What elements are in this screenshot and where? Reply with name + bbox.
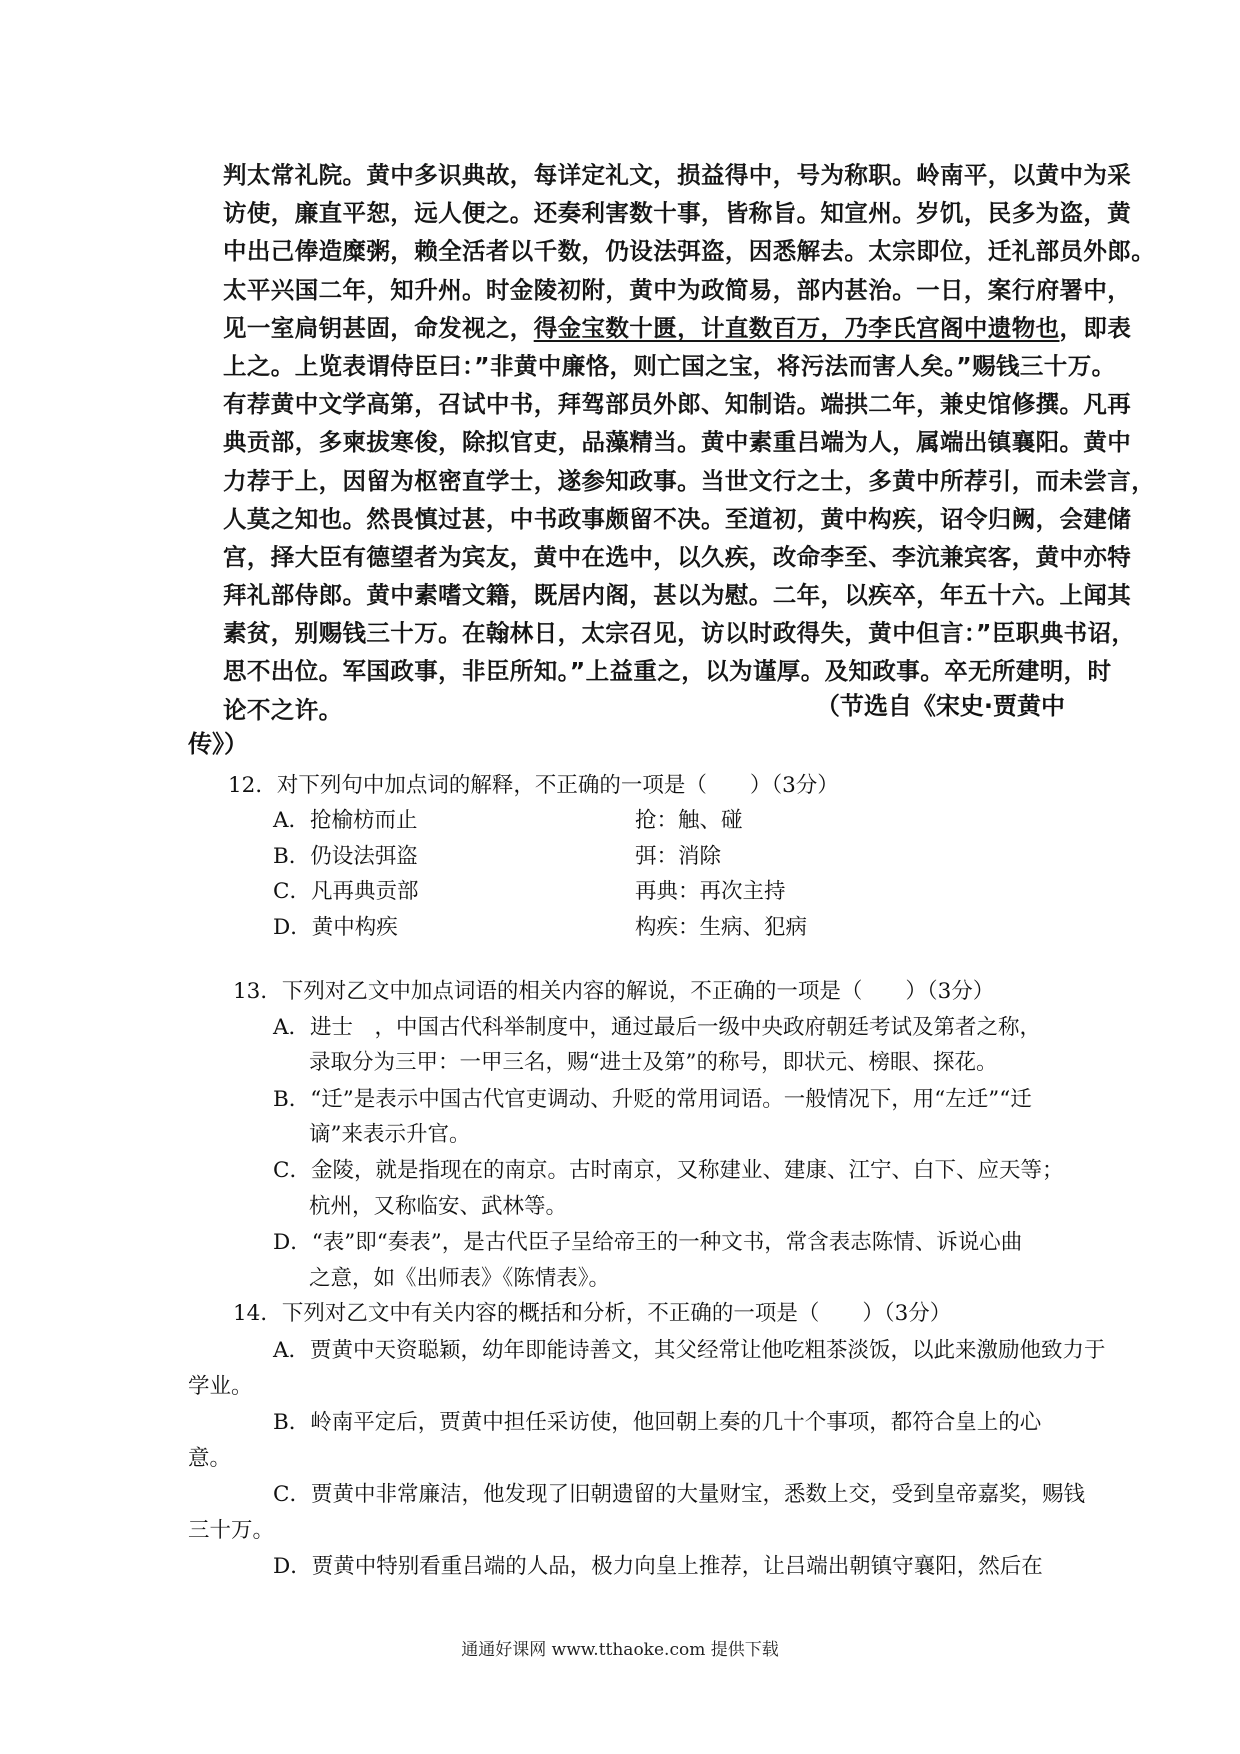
source-citation: （节选自《宋史·贾黄中 xyxy=(815,692,1065,720)
page-footer: 通通好课网 www.tthaoke.com 提供下载 xyxy=(461,1640,779,1660)
q12-option-d-meaning: 构疾：生病、犯病 xyxy=(635,915,808,940)
q12-option-c: C．凡再典贡部 xyxy=(273,879,419,904)
source-citation-end: 传》） xyxy=(188,730,248,758)
passage-line: 力荐于上，因留为枢密直学士，遂参知政事。当世文行之士，多黄中所荐引，而未尝言， xyxy=(223,466,1156,495)
q12-option-a-meaning: 抢：触、碰 xyxy=(635,808,743,833)
q13-option-a-cont: 录取分为三甲：一甲三名，赐“进士及第”的称号，即状元、榜眼、探花。 xyxy=(309,1050,998,1075)
passage-line: 宫，择大臣有德望者为宾友，黄中在选中，以久疾，改命李至、李沆兼宾客，黄中亦特 xyxy=(223,542,1132,571)
q12-option-d: D．黄中构疾 xyxy=(273,915,398,940)
underlined-sentence: 得金宝数十匮，计直数百万，乃李氏宫阁中遗物也 xyxy=(533,313,1060,342)
passage-line: 有荐黄中文学高第，召试中书，拜驾部员外郎、知制诰。端拱二年，兼史馆修撰。凡再 xyxy=(223,390,1132,419)
q13-option-d-cont: 之意，如《出师表》《陈情表》。 xyxy=(309,1266,611,1291)
passage-line: 人莫之知也。然畏慎过甚，中书政事颇留不决。至道初，黄中构疾，诏令归阙，会建储 xyxy=(223,504,1132,533)
passage-line: 访使，廉直平恕，远人便之。还奏利害数十事，皆称旨。知宣州。岁饥，民多为盗，黄 xyxy=(223,199,1132,228)
q13-option-c-cont: 杭州，又称临安、武林等。 xyxy=(309,1194,568,1219)
question-12-stem: 12．对下列句中加点词的解释，不正确的一项是（ ）（3分） xyxy=(228,773,839,798)
q12-option-b-meaning: 弭：消除 xyxy=(635,844,722,869)
passage xyxy=(223,156,1156,729)
q14-option-a: A．贾黄中天资聪颖，幼年即能诗善文，其父经常让他吃粗茶淡饭，以此来激励他致力于 xyxy=(273,1338,1106,1363)
q14-option-c: C．贾黄中非常廉洁，他发现了旧朝遗留的大量财宝，悉数上交，受到皇帝嘉奖，赐钱 xyxy=(273,1482,1085,1507)
q13-option-a: A．进士 ，中国古代科举制度中，通过最后一级中央政府朝廷考试及第者之称， xyxy=(273,1015,1042,1040)
passage-line: 判太常礼院。黄中多识典故，每详定礼文，损益得中，号为称职。岭南平，以黄中为采 xyxy=(223,161,1132,189)
q13-option-c: C．金陵，就是指现在的南京。古时南京，又称建业、建康、江宁、白下、应天等； xyxy=(273,1158,1064,1183)
question-13-stem: 13．下列对乙文中加点词语的相关内容的解说，不正确的一项是（ ）（3分） xyxy=(233,979,995,1004)
q12-option-a: A．抢榆枋而止 xyxy=(273,808,418,833)
passage-line: 素贫，别赐钱三十万。在翰林日，太宗召见，访以时政得失，黄中但言：”臣职典书诏， xyxy=(223,619,1136,648)
q14-option-a-cont: 学业。 xyxy=(188,1374,253,1399)
passage-line: 拜礼部侍郎。黄中素嗜文籍，既居内阁，甚以为慰。二年，以疾卒，年五十六。上闻其 xyxy=(223,581,1132,610)
q12-option-b: B．仍设法弭盗 xyxy=(273,844,418,869)
passage-segment: 见一室扃钥甚固，命发视之， xyxy=(223,313,534,342)
passage-line: 中出己俸造糜粥，赖全活者以千数，仍设法弭盗，因悉解去。太宗即位，迁礼部员外郎。 xyxy=(223,237,1156,266)
passage-line: 典贡部，多柬拔寒俊，除拟官吏，品藻精当。黄中素重吕端为人，属端出镇襄阳。黄中 xyxy=(223,428,1132,457)
passage-line: 思不出位。军国政事，非臣所知。”上益重之，以为谨厚。及知政事。卒无所建明，时 xyxy=(223,657,1112,686)
question-14-stem: 14．下列对乙文中有关内容的概括和分析，不正确的一项是（ ）（3分） xyxy=(233,1301,952,1326)
passage-line: 太平兴国二年，知升州。时金陵初附，黄中为政简易，部内甚治。一日，案行府署中， xyxy=(223,275,1132,304)
q14-option-d: D．贾黄中特别看重吕端的人品，极力向皇上推荐，让吕端出朝镇守襄阳，然后在 xyxy=(273,1554,1043,1579)
passage-segment: ，即表 xyxy=(1059,313,1132,342)
q13-option-b: B．“迁”是表示中国古代官吏调动、升贬的常用词语。一般情况下，用“左迁”“迁 xyxy=(273,1087,1032,1112)
q13-option-b-cont: 谪”来表示升官。 xyxy=(309,1122,471,1147)
q14-option-b-cont: 意。 xyxy=(188,1446,232,1471)
passage-line: 上之。上览表谓侍臣曰：”非黄中廉恪，则亡国之宝，将污法而害人矣。”赐钱三十万。 xyxy=(223,351,1116,380)
q14-option-c-cont: 三十万。 xyxy=(188,1518,275,1543)
q12-option-c-meaning: 再典：再次主持 xyxy=(635,879,786,904)
q13-option-d: D．“表”即“奏表”，是古代臣子呈给帝王的一种文书，常含表志陈情、诉说心曲 xyxy=(273,1230,1023,1255)
q14-option-b: B．岭南平定后，贾黄中担任采访使，他回朝上奏的几十个事项，都符合皇上的心 xyxy=(273,1410,1042,1435)
passage-line: 论不之许。 xyxy=(223,695,343,724)
passage-line xyxy=(223,309,1132,347)
